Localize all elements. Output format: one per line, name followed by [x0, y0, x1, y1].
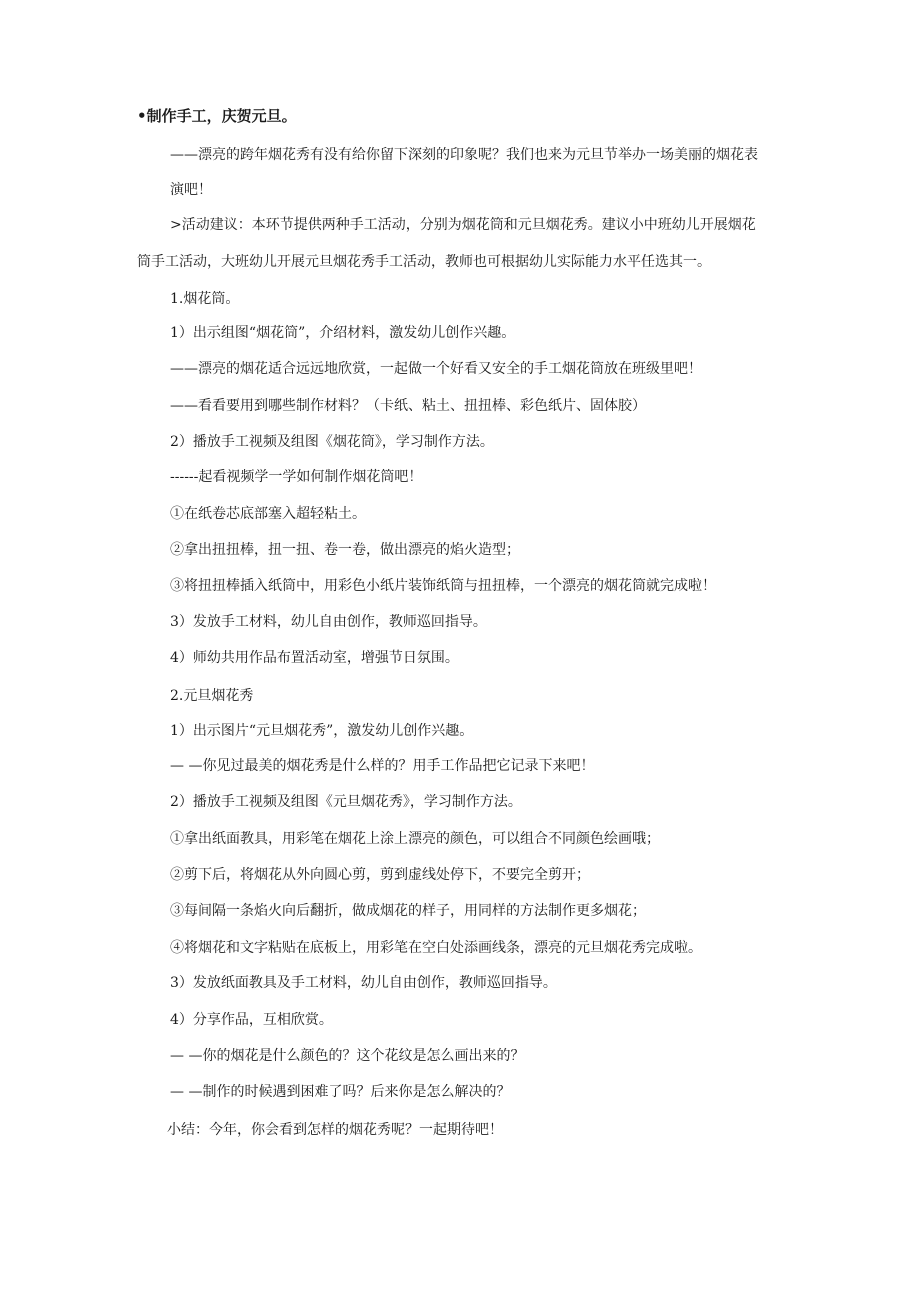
paragraph-line: 演吧！	[170, 182, 212, 198]
step-line: 2）播放手工视频及组图《烟花筒》，学习制作方法。	[170, 434, 494, 450]
step-line: 2）播放手工视频及组图《元旦烟花秀》，学习制作方法。	[170, 794, 522, 810]
dialogue-line: — —制作的时候遇到困难了吗？后来你是怎么解决的？	[170, 1084, 511, 1100]
activity-suggestion-line: 筒手工活动，大班幼儿开展元旦烟花秀手工活动，教师也可根据幼儿实际能力水平任选其一。	[137, 254, 711, 270]
subsection-title: 1.烟花筒。	[170, 291, 240, 307]
method-step-line: ②拿出扭扭棒，扭一扭、卷一卷，做出漂亮的焰火造型；	[170, 542, 520, 558]
section-heading: •制作手工，庆贺元旦。	[137, 107, 297, 125]
summary-line: 小结：今年，你会看到怎样的烟花秀呢？一起期待吧！	[167, 1122, 503, 1138]
method-step-line: ②剪下后，将烟花从外向圆心剪，剪到虚线处停下，不要完全剪开；	[170, 867, 590, 883]
method-step-line: ③每间隔一条焰火向后翻折，做成烟花的样子，用同样的方法制作更多烟花；	[170, 903, 646, 919]
method-step-line: ③将扭扭棒插入纸筒中，用彩色小纸片装饰纸筒与扭扭棒，一个漂亮的烟花筒就完成啦！	[170, 578, 716, 594]
paragraph-line: ——漂亮的跨年烟花秀有没有给你留下深刻的印象呢？我们也来为元旦节举办一场美丽的烟花表	[170, 147, 758, 163]
method-step-line: ①拿出纸面教具，用彩笔在烟花上涂上漂亮的颜色，可以组合不同颜色绘画哦；	[170, 831, 660, 847]
step-line: 4）师幼共用作品布置活动室，增强节日氛围。	[170, 650, 459, 666]
step-line: 1）出示图片“元旦烟花秀”，激发幼儿创作兴趣。	[170, 723, 474, 739]
subsection-title: 2.元旦烟花秀	[170, 688, 254, 704]
step-line: 3）发放手工材料，幼儿自由创作，教师巡回指导。	[170, 614, 487, 630]
dialogue-line: ——看看要用到哪些制作材料？（卡纸、粘土、扭扭棒、彩色纸片、固体胶）	[170, 398, 646, 414]
activity-suggestion-line: >活动建议：本环节提供两种手工活动，分别为烟花筒和元旦烟花秀。建议小中班幼儿开展烟花	[170, 217, 756, 233]
dialogue-line: — —你的烟花是什么颜色的？这个花纹是怎么画出来的？	[170, 1048, 525, 1064]
method-step-line: ①在纸卷芯底部塞入超轻粘土。	[170, 506, 366, 522]
step-line: 1）出示组图“烟花筒”，介绍材料，激发幼儿创作兴趣。	[170, 325, 516, 341]
step-line: 4）分享作品，互相欣赏。	[170, 1012, 333, 1028]
dialogue-line: ——漂亮的烟花适合远远地欣赏，一起做一个好看又安全的手工烟花筒放在班级里吧！	[170, 361, 702, 377]
method-step-line: ④将烟花和文字粘贴在底板上，用彩笔在空白处添画线条，漂亮的元旦烟花秀完成啦。	[170, 940, 702, 956]
step-line: 3）发放纸面教具及手工材料，幼儿自由创作，教师巡回指导。	[170, 975, 557, 991]
dialogue-line: ------起看视频学一学如何制作烟花筒吧！	[170, 469, 423, 485]
dialogue-line: — —你见过最美的烟花秀是什么样的？用手工作品把它记录下来吧！	[170, 758, 595, 774]
